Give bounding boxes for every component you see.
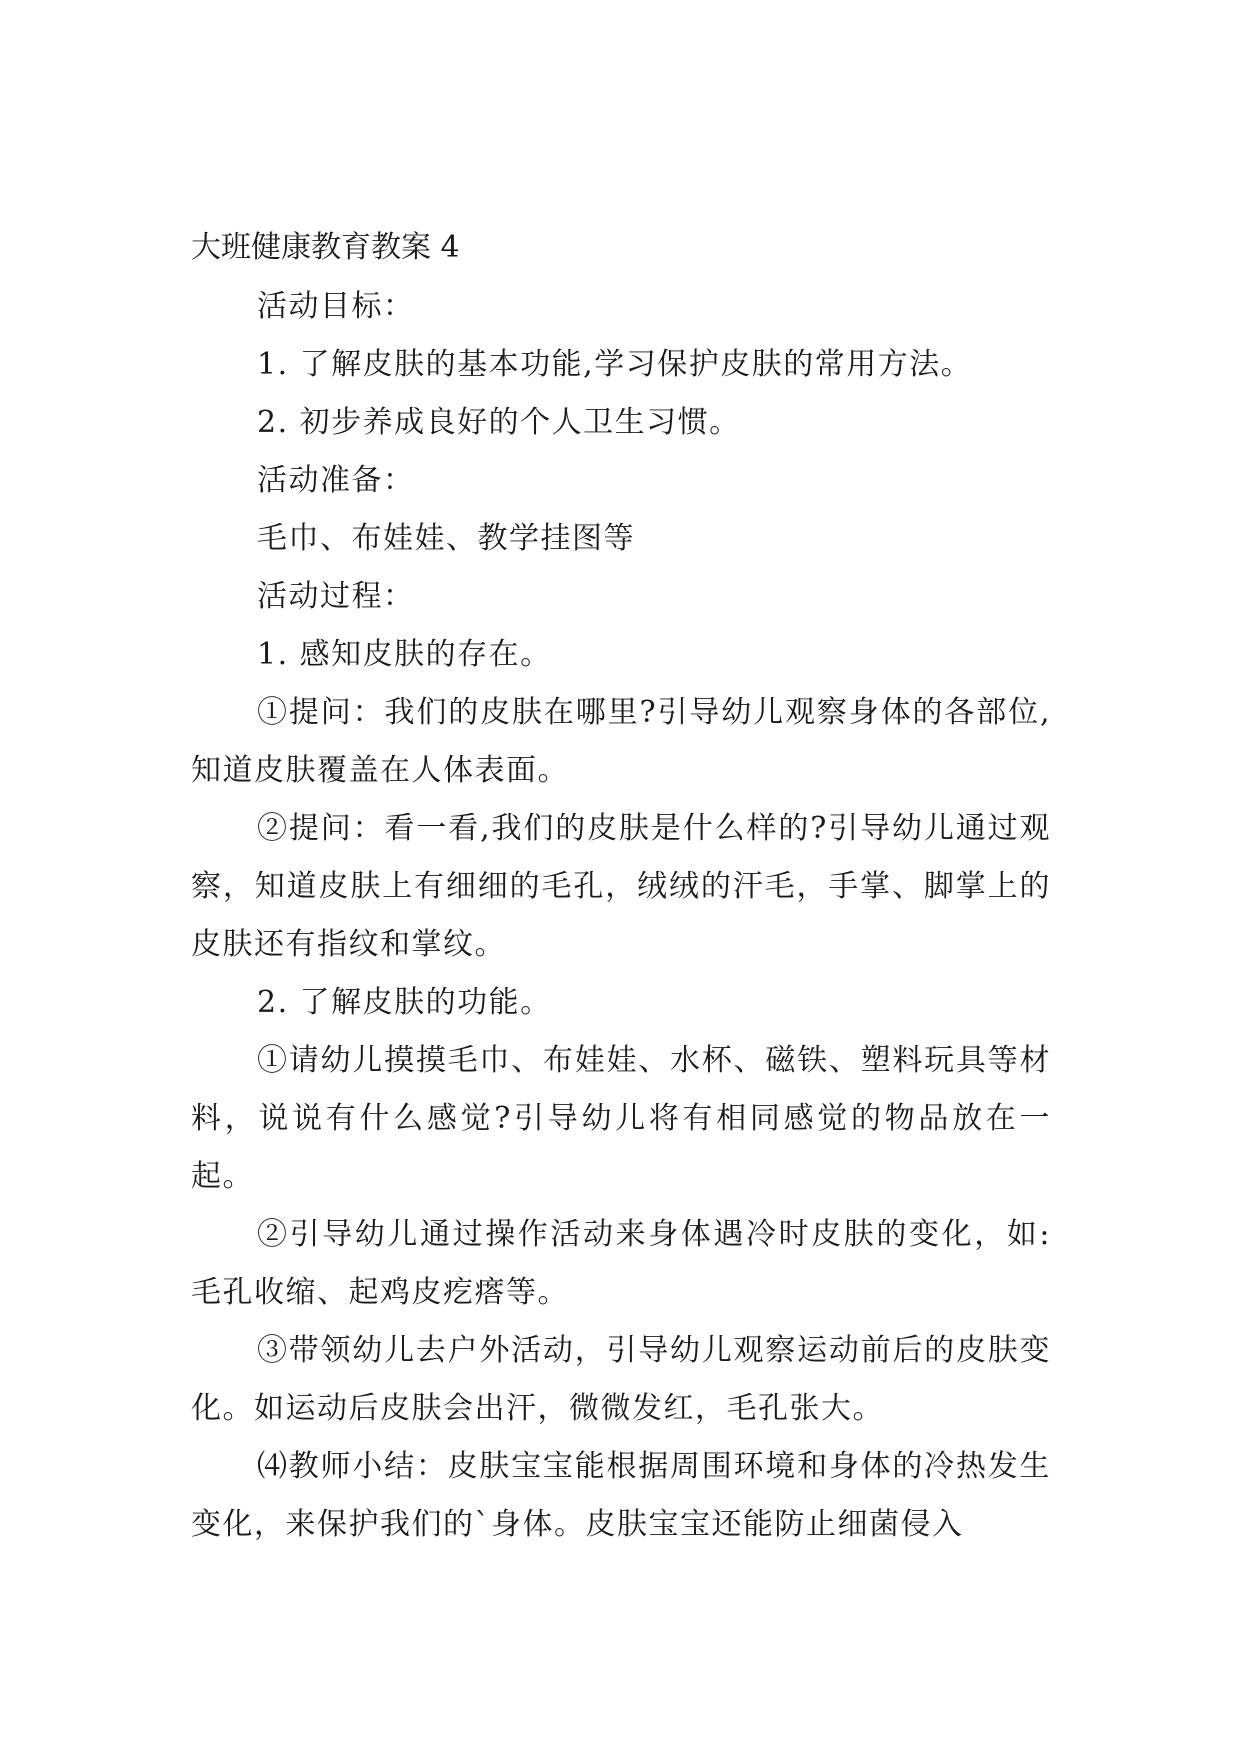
- paragraph-step-1-question-1: ①提问：我们的皮肤在哪里?引导幼儿观察身体的各部位,知道皮肤覆盖在人体表面。: [191, 695, 1051, 788]
- document-title: 大班健康教育教案 4: [191, 230, 460, 265]
- paragraph-step-2: 2. 了解皮肤的功能。: [257, 985, 552, 1020]
- paragraph-step-1: 1. 感知皮肤的存在。: [257, 637, 552, 672]
- paragraph-goals-heading: 活动目标：: [257, 289, 415, 324]
- paragraph-teacher-summary: ⑷教师小结：皮肤宝宝能根据周围环境和身体的冷热发生变化，来保护我们的`身体。皮肤宝宝还能防止细菌侵入: [191, 1449, 1051, 1542]
- paragraph-step-2-item-1: ①请幼儿摸摸毛巾、布娃娃、水杯、磁铁、塑料玩具等材料，说说有什么感觉?引导幼儿将有相同感觉的物品放在一起。: [191, 1043, 1051, 1194]
- paragraph-step-1-question-2: ②提问：看一看,我们的皮肤是什么样的?引导幼儿通过观察，知道皮肤上有细细的毛孔，绒绒的汗毛，手掌、脚掌上的皮肤还有指纹和掌纹。: [191, 811, 1051, 962]
- paragraph-step-2-item-2: ②引导幼儿通过操作活动来身体遇冷时皮肤的变化，如:毛孔收缩、起鸡皮疙瘩等。: [191, 1217, 1051, 1310]
- paragraph-goal-2: 2. 初步养成良好的个人卫生习惯。: [257, 405, 741, 440]
- document-body: [191, 218, 1051, 1554]
- paragraph-process-heading: 活动过程：: [257, 579, 415, 614]
- paragraph-preparation-heading: 活动准备：: [257, 463, 415, 498]
- paragraph-step-2-item-3: ③带领幼儿去户外活动，引导幼儿观察运动前后的皮肤变化。如运动后皮肤会出汗，微微发红，毛孔张大。: [191, 1333, 1051, 1426]
- paragraph-preparation-items: 毛巾、布娃娃、教学挂图等: [257, 521, 635, 556]
- paragraph-goal-1: 1. 了解皮肤的基本功能,学习保护皮肤的常用方法。: [257, 347, 973, 382]
